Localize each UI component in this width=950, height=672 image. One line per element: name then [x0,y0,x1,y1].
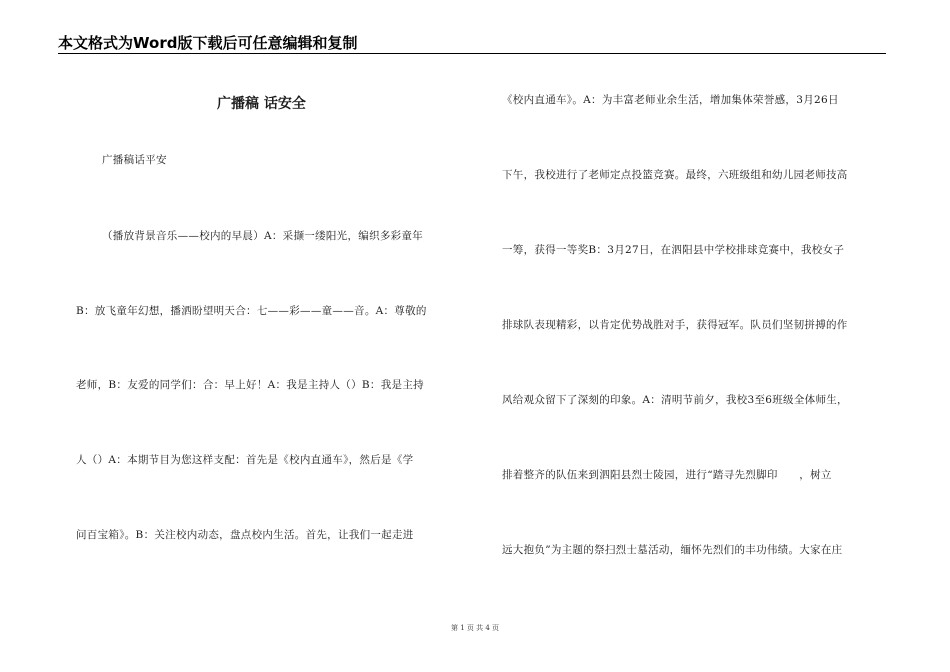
right-line-6: 排着整齐的队伍来到泗阳县烈士陵园，进行“踏寻先烈脚印 ，树立 [502,469,832,481]
page-number: 第 1 页 共 4 页 [450,624,500,632]
left-line-2: （播放背景音乐——校内的早晨）A：采撷一缕阳光，编织多彩童年 [102,230,424,242]
right-line-7: 远大抱负”为主题的祭扫烈士墓活动，缅怀先烈们的丰功伟绩。大家在庄 [502,544,843,556]
left-line-4: 老师，B：友爱的同学们：合：早上好！A：我是主持人（）B：我是主持 [76,379,424,391]
banner-divider [58,53,886,54]
left-line-6: 问百宝箱》。B：关注校内动态，盘点校内生活。首先，让我们一起走进 [76,529,414,541]
document-title: 广播稿 话安全 [217,96,306,112]
left-line-3: B：放飞童年幻想，播洒盼望明天合：七——彩——童——音。A：尊敬的 [76,305,427,317]
left-line-1: 广播稿话平安 [102,154,167,166]
right-line-5: 风给观众留下了深刻的印象。A：清明节前夕，我校3至6班级全体师生， [502,394,848,406]
left-line-5: 人（）A：本期节目为您这样支配：首先是《校内直通车》，然后是《学 [76,454,414,466]
download-banner-text: 本文格式为Word版下载后可任意编辑和复制 [58,34,358,52]
right-line-2: 下午，我校进行了老师定点投篮竞赛。最终，六班级组和幼儿园老师技高 [502,169,848,181]
right-line-3: 一筹，获得一等奖B：3月27日，在泗阳县中学校排球竞赛中，我校女子 [502,244,845,256]
right-line-4: 排球队表现精彩，以肯定优势战胜对手，获得冠军。队员们坚韧拼搏的作 [502,319,848,331]
right-line-1: 《校内直通车》。A：为丰富老师业余生活，增加集体荣誉感，3月26日 [502,94,839,106]
